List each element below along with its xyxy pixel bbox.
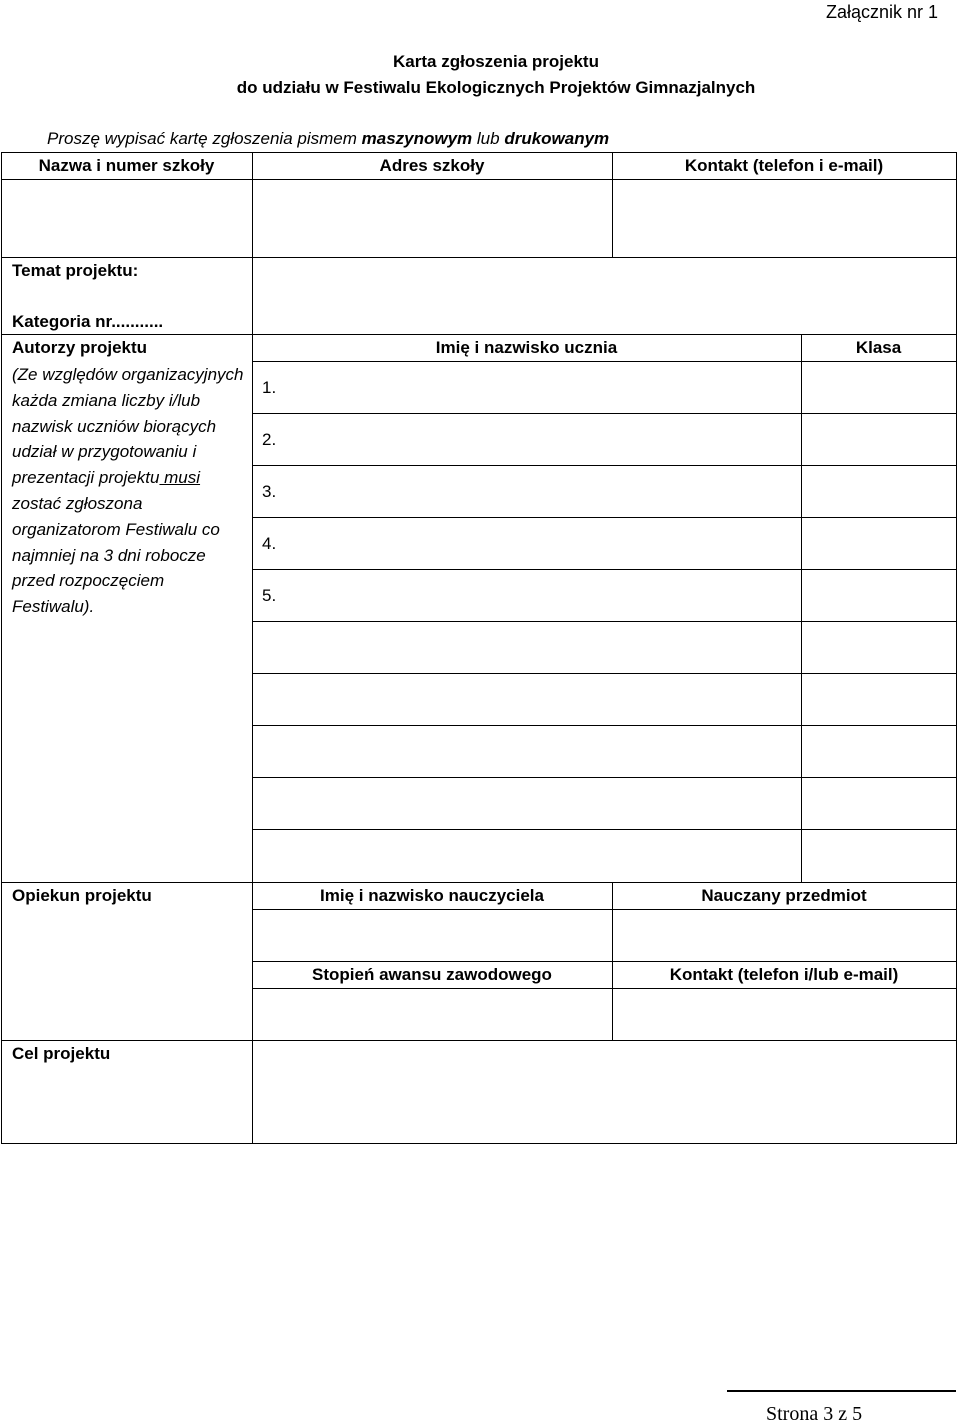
footer-divider [727,1390,956,1392]
student-number-3: 3. [262,482,277,501]
supervisor-label: Opiekun projektu [12,886,152,905]
student-number-5: 5. [262,586,277,605]
teacher-contact-header: Kontakt (telefon i/lub e-mail) [669,965,899,984]
goal-field[interactable] [253,1041,955,1142]
authors-label: Autorzy projektu [12,338,148,357]
student-name-header: Imię i nazwisko ucznia [435,338,618,357]
student-name-field[interactable] [285,414,800,464]
promotion-header: Stopień awansu zawodowego [312,965,552,984]
subject-header: Nauczany przedmiot [701,886,867,905]
student-name-field[interactable] [285,570,800,620]
school-name-field[interactable] [2,180,251,256]
goal-label: Cel projektu [12,1044,111,1063]
student-name-field[interactable] [285,362,800,412]
school-address-header: Adres szkoły [379,156,485,175]
instruction-bold2: drukowanym [504,129,610,148]
topic-label: Temat projektu: [12,261,139,280]
authors-note-before: (Ze względów organizacyjnych każda zmiana liczby i/lub nazwisk uczniów biorących udział w przygotowaniu i prezentacji projektu [12,365,244,488]
school-contact-field[interactable] [613,180,955,256]
instruction-bold1: maszynowym [361,129,473,148]
attachment-label: Załącznik nr 1 [825,2,938,22]
instruction-part2: lub [472,129,505,148]
teacher-name-header: Imię i nazwisko nauczyciela [320,886,544,905]
student-name-field[interactable] [285,518,800,568]
school-address-field[interactable] [253,180,611,256]
teacher-name-field[interactable] [253,910,611,960]
topic-field[interactable] [253,258,955,333]
instruction-part1: Proszę wypisać kartę zgłoszenia pismem [47,129,362,148]
class-header: Klasa [855,338,902,357]
authors-note [12,362,247,620]
form-title-line2: do udziału w Festiwalu Ekologicznych Projektów Gimnazjalnych [236,78,756,97]
authors-note-after: zostać zgłoszona organizatorom Festiwalu co najmniej na 3 dni robocze przed rozpoczęciem Festiwalu). [12,493,220,617]
page-number: Strona 3 z 5 [766,1403,863,1425]
school-name-header: Nazwa i numer szkoły [38,156,215,175]
student-number-2: 2. [262,430,277,449]
authors-note-underlined: musi [159,468,201,488]
subject-field[interactable] [613,910,955,960]
school-contact-header: Kontakt (telefon i e-mail) [684,156,884,175]
category-label: Kategoria nr........... [12,312,164,331]
student-number-1: 1. [262,378,277,397]
student-number-4: 4. [262,534,277,553]
instruction-text [47,129,609,149]
promotion-field[interactable] [253,989,611,1039]
student-name-field[interactable] [285,466,800,516]
form-title-line1: Karta zgłoszenia projektu [393,52,599,71]
teacher-contact-field[interactable] [613,989,955,1039]
